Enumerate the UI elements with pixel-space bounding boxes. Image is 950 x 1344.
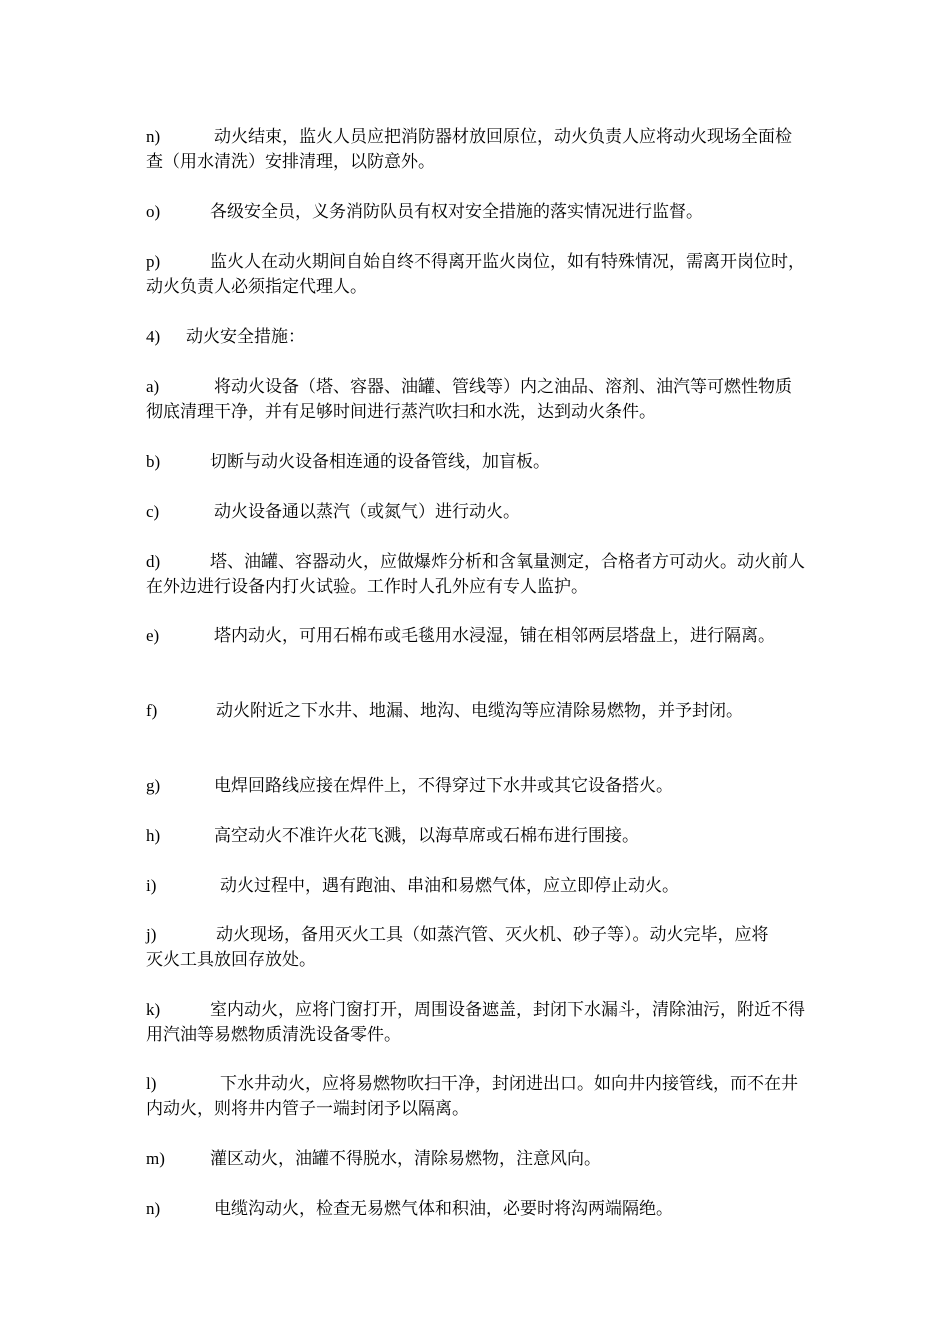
item-label: g) (146, 776, 161, 795)
paragraph-p (146, 249, 811, 300)
item-text: 塔内动火，可用石棉布或毛毯用水浸湿，铺在相邻两层塔盘上，进行隔离。 (214, 626, 775, 646)
item-label: b) (146, 452, 161, 471)
item-label: h) (146, 826, 161, 845)
paragraph-g (146, 773, 816, 799)
paragraph-h (146, 823, 816, 849)
item-text: 下水井动火，应将易燃物吹扫干净，封闭进出口。如向井内接管线，而不在井内动火，则将井内管子一端封闭予以隔离。 (146, 1074, 798, 1119)
item-text: 各级安全员，义务消防队员有权对安全措施的落实情况进行监督。 (210, 202, 703, 222)
item-text: 塔、油罐、容器动火，应做爆炸分析和含氧量测定，合格者方可动火。动火前人在外边进行设备内打火试验。工作时人孔外应有专人监护。 (146, 552, 805, 597)
section-title: 动火安全措施： (186, 327, 305, 347)
item-label: j) (146, 925, 157, 944)
item-label: i) (146, 876, 157, 895)
section-number: 4) (146, 327, 161, 346)
paragraph-k (146, 997, 811, 1048)
item-text: 室内动火，应将门窗打开，周围设备遮盖，封闭下水漏斗，清除油污，附近不得用汽油等易燃物质清洗设备零件。 (146, 1000, 805, 1045)
item-text: 灌区动火，油罐不得脱水，清除易燃物，注意风向。 (210, 1149, 601, 1169)
paragraph-e (146, 623, 796, 649)
paragraph-i (146, 873, 816, 899)
item-text: 动火现场，备用灭火工具（如蒸汽管、灭火机、砂子等）。动火完毕，应将灭火工具放回存放处。 (146, 925, 769, 970)
paragraph-o (146, 199, 816, 225)
item-text: 切断与动火设备相连通的设备管线，加盲板。 (210, 452, 550, 472)
item-label: m) (146, 1149, 165, 1168)
item-text: 高空动火不准许火花飞溅，以海草席或石棉布进行围接。 (214, 826, 639, 846)
item-label: n) (146, 127, 161, 146)
paragraph-d (146, 549, 811, 600)
item-text: 电缆沟动火，检查无易燃气体和积油，必要时将沟两端隔绝。 (214, 1199, 673, 1219)
item-label: c) (146, 502, 160, 521)
paragraph-l (146, 1071, 801, 1122)
item-label: a) (146, 377, 160, 396)
paragraph-m (146, 1146, 816, 1172)
paragraph-j (146, 922, 782, 973)
item-text: 监火人在动火期间自始自终不得离开监火岗位，如有特殊情况，需离开岗位时，动火负责人必须指定代理人。 (146, 252, 805, 297)
paragraph-c (146, 499, 816, 525)
paragraph-f (146, 698, 781, 724)
item-label: l) (146, 1074, 157, 1093)
item-text: 动火附近之下水井、地漏、地沟、电缆沟等应清除易燃物，并予封闭。 (216, 701, 743, 721)
item-label: p) (146, 252, 161, 271)
paragraph-b (146, 449, 816, 475)
item-label: n) (146, 1199, 161, 1218)
item-label: f) (146, 701, 158, 720)
item-text: 动火设备通以蒸汽（或氮气）进行动火。 (214, 502, 520, 522)
paragraph-n-cable (146, 1196, 816, 1222)
item-label: o) (146, 202, 161, 221)
item-label: d) (146, 552, 161, 571)
item-text: 动火结束，监火人员应把消防器材放回原位，动火负责人应将动火现场全面检查（用水清洗）安排清理，以防意外。 (146, 127, 792, 172)
item-text: 动火过程中，遇有跑油、串油和易燃气体，应立即停止动火。 (220, 876, 679, 896)
item-label: k) (146, 1000, 161, 1019)
item-label: e) (146, 626, 160, 645)
item-text: 电焊回路线应接在焊件上，不得穿过下水井或其它设备搭火。 (214, 776, 673, 796)
paragraph-a (146, 374, 798, 425)
item-text: 将动火设备（塔、容器、油罐、管线等）内之油品、溶剂、油汽等可燃性物质彻底清理干净，并有足够时间进行蒸汽吹扫和水洗，达到动火条件。 (146, 377, 792, 422)
paragraph-n-end (146, 124, 796, 175)
section-heading-4 (146, 324, 816, 350)
